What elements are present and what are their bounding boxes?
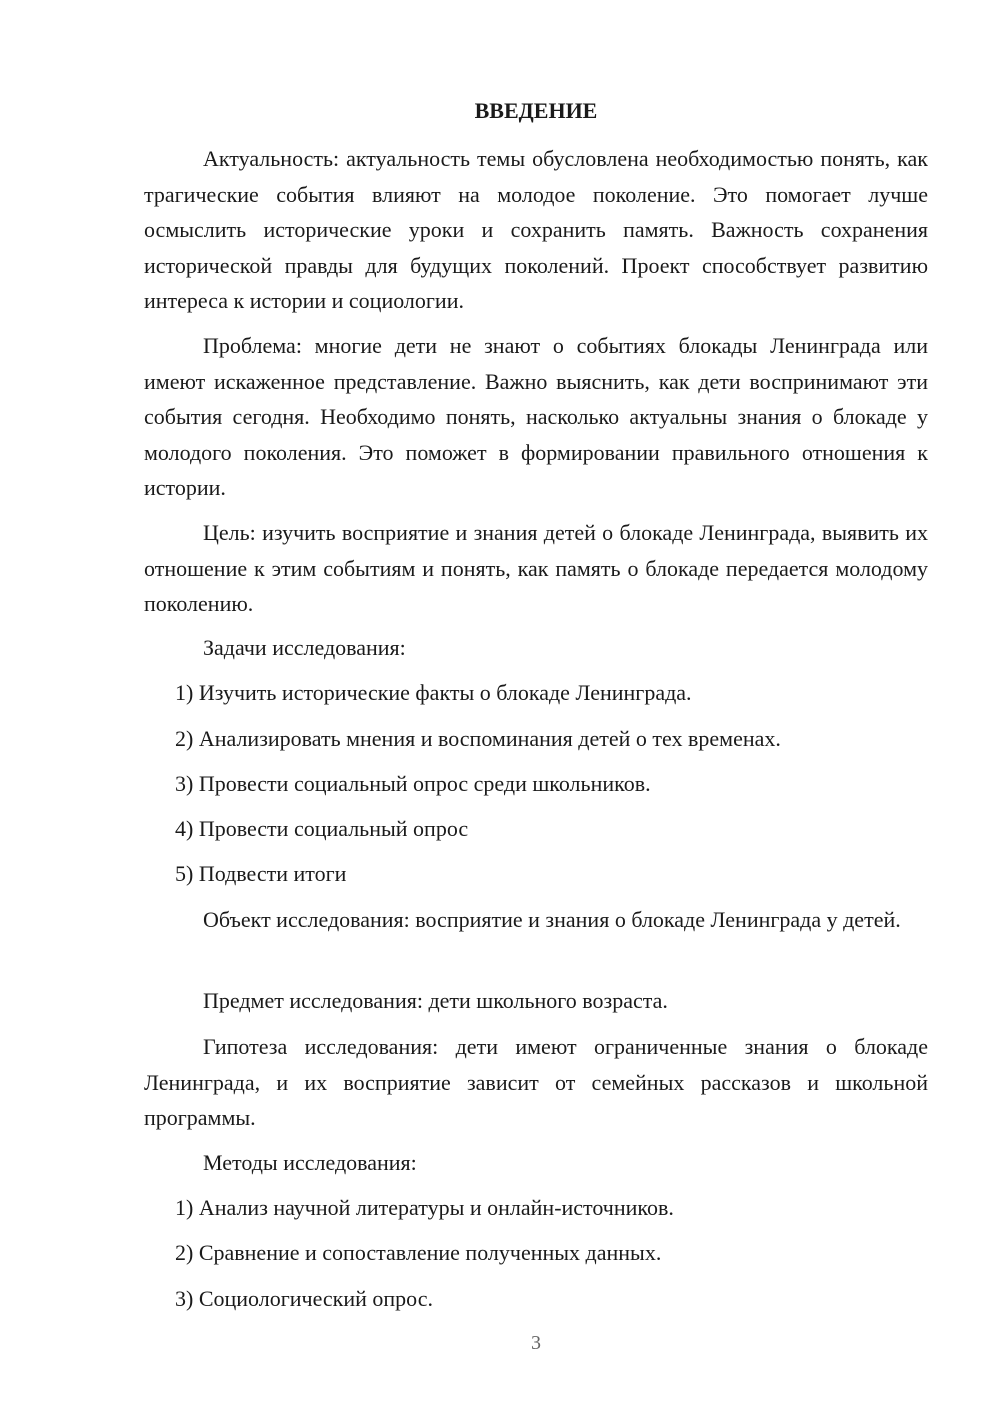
relevance-paragraph: Актуальность: актуальность темы обусловлена необходимостью понять, как трагические события влияют на молодое поколение. Это помогает лучше осмыслить исторические уроки и сохранить память. Важность сохранения исторической правды для будущих поколений. Проект способствует развитию интереса к истории и социологии. xyxy=(144,146,928,313)
task-item: 4) Провести социальный опрос xyxy=(175,816,469,841)
problem-paragraph: Проблема: многие дети не знают о событиях блокады Ленинграда или имеют искаженное представление. Важно выяснить, как дети воспринимают эти события сегодня. Необходимо понять, насколько актуальны знания о блокаде у молодого поколения. Это поможет в формировании правильного отношения к истории. xyxy=(144,333,928,500)
method-item: 2) Сравнение и сопоставление полученных данных. xyxy=(175,1240,662,1265)
section-title: ВВЕДЕНИЕ xyxy=(474,98,598,123)
method-item: 1) Анализ научной литературы и онлайн-источников. xyxy=(175,1195,674,1220)
task-item: 1) Изучить исторические факты о блокаде Ленинграда. xyxy=(175,680,692,705)
method-item: 3) Социологический опрос. xyxy=(175,1286,433,1311)
hypothesis-paragraph: Гипотеза исследования: дети имеют ограниченные знания о блокаде Ленинграда, и их восприятие зависит от семейных рассказов и школьной программы. xyxy=(144,1034,928,1130)
tasks-label: Задачи исследования: xyxy=(203,635,406,660)
methods-label: Методы исследования: xyxy=(203,1150,417,1175)
goal-paragraph: Цель: изучить восприятие и знания детей о блокаде Ленинграда, выявить их отношение к этим событиям и понять, как память о блокаде передается молодому поколению. xyxy=(144,520,928,616)
page-number: 3 xyxy=(531,1332,541,1354)
task-item: 3) Провести социальный опрос среди школьников. xyxy=(175,771,651,796)
subject-paragraph: Предмет исследования: дети школьного возраста. xyxy=(203,988,668,1013)
object-paragraph: Объект исследования: восприятие и знания о блокаде Ленинграда у детей. xyxy=(203,907,901,932)
task-item: 2) Анализировать мнения и воспоминания детей о тех временах. xyxy=(175,726,781,751)
task-item: 5) Подвести итоги xyxy=(175,861,347,886)
